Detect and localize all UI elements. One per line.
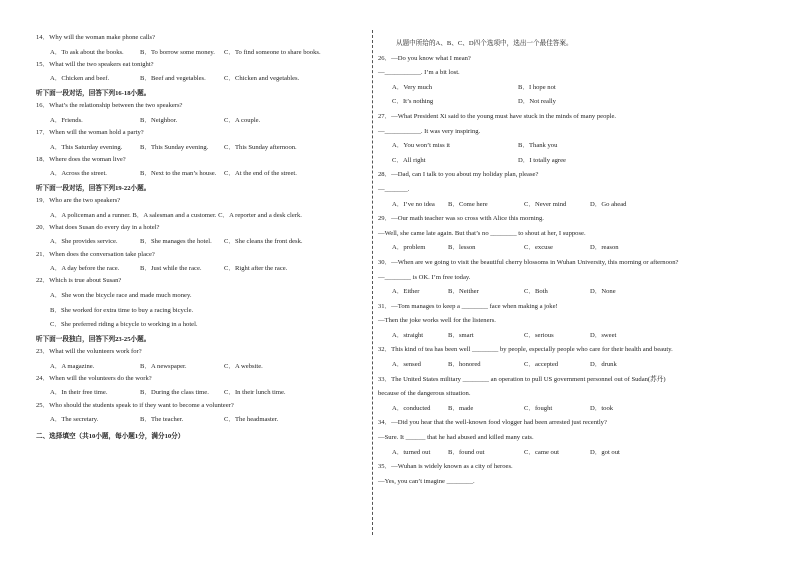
section-heading-23-25: 听下面一段独白，回答下列23-25小题。 — [36, 335, 151, 343]
question-33-cont: because of the dangerous situation. — [378, 390, 471, 398]
option-a: A．The secretary. — [50, 416, 99, 424]
option-c: C．She cleans the front desk. — [224, 238, 303, 246]
options-27-ab — [378, 142, 768, 150]
option-a: A．Either — [392, 288, 420, 296]
options-26-ab — [378, 84, 768, 92]
option-c: C．A couple. — [224, 116, 261, 124]
option-a: A．conducted — [392, 404, 431, 412]
options-26-cd — [378, 98, 768, 106]
question-17: 17．When will the woman hold a party? — [36, 128, 144, 136]
question-22: 22．Which is true about Susan? — [36, 277, 122, 285]
option-a: A．In their free time. — [50, 389, 108, 397]
option-b: B．Thank you — [518, 142, 558, 150]
options-27-cd — [378, 157, 768, 165]
options-20 — [36, 238, 366, 246]
option-b: B．smart — [448, 331, 474, 339]
question-28: 28．—Dad, can I talk to you about my holiday plan, please? — [378, 171, 539, 179]
option-d: D．got out — [590, 448, 620, 456]
option-b: B．Neighbor. — [140, 116, 178, 124]
option-b: B．A newspaper. — [140, 362, 187, 370]
question-35-response: —Yes, you can’t imagine ________. — [378, 477, 475, 485]
question-27: 27．—What President Xi said to the young must have stuck in the minds of many people. — [378, 112, 617, 120]
option-a: A．Very much — [392, 83, 433, 91]
option-c: C．At the end of the street. — [224, 170, 297, 178]
question-28-response: —_______. — [378, 185, 410, 193]
options-19 — [36, 212, 366, 220]
option-22a — [36, 292, 366, 300]
option-c: C．Right after the race. — [224, 265, 288, 273]
option-22c — [36, 321, 366, 329]
options-33 — [378, 405, 768, 413]
option-a: A．Friends. — [50, 116, 83, 124]
option-a: A．sensed — [392, 361, 421, 369]
question-34: 34．—Did you hear that the well-known food vlogger had been arrested just recently? — [378, 419, 607, 427]
option-d: D．I totally agree — [518, 156, 566, 164]
section-heading-16-18: 听下面一段对话，回答下列16-18小题。 — [36, 89, 151, 97]
option-d: D．None — [590, 288, 616, 296]
option-a: A．I’ve no idea — [392, 200, 435, 208]
option-c: C．serious — [524, 331, 554, 339]
option-d: D．drunk — [590, 361, 617, 369]
option-c: C．All right — [392, 156, 426, 164]
option-a: A．Chicken and beef. — [50, 75, 110, 83]
question-15: 15．What will the two speakers eat tonight? — [36, 60, 154, 68]
question-24: 24．When will the volunteers do the work? — [36, 374, 152, 382]
option-a: A．She provides service. — [50, 238, 118, 246]
question-31: 31．—Tom manages to keep a ________ face when making a joke! — [378, 302, 558, 310]
option-b: B．I hope not — [518, 83, 556, 91]
options-31 — [378, 332, 768, 340]
part-two-heading: 二、选择填空（共10小题，每小题1分，满分10分） — [36, 432, 185, 440]
options-16 — [36, 117, 366, 125]
question-26-response: —___________. I’m a bit lost. — [378, 69, 460, 77]
option-b: B．This Sunday evening. — [140, 143, 209, 151]
option-a: A．problem — [392, 244, 426, 252]
question-14: 14．Why will the woman make phone calls? — [36, 34, 156, 41]
option-a: A．A magazine. — [50, 362, 95, 370]
option-22b — [36, 307, 366, 315]
options-28 — [378, 201, 768, 209]
option-d: D．reason — [590, 244, 619, 252]
column-divider — [372, 30, 373, 535]
question-25: 25．Who should the students speak to if they want to become a volunteer? — [36, 401, 234, 409]
options-14 — [36, 49, 366, 57]
question-26: 26．—Do you know what I mean? — [378, 54, 471, 62]
option-a: A．straight — [392, 331, 424, 339]
option-a: A．turned out — [392, 448, 431, 456]
options-18 — [36, 170, 366, 178]
question-33: 33．The United States military ________ an operation to pull US government personnel out of Sudan(苏丹) — [378, 375, 666, 383]
options-23 — [36, 363, 366, 371]
option-b: B．found out — [448, 448, 485, 456]
options-34 — [378, 449, 768, 457]
left-column — [36, 34, 366, 440]
question-21: 21．When does the conversation take place? — [36, 250, 155, 258]
options-32 — [378, 361, 768, 369]
option-c: C．excuse — [524, 244, 553, 252]
option-c: C．This Sunday afternoon. — [224, 143, 297, 151]
option-c: C．She preferred riding a bicycle to working in a hotel. — [50, 321, 198, 329]
option-b: B．lesson — [448, 244, 476, 252]
question-30: 30．—When are we going to visit the beautiful cherry blossoms in Wuhan University, this morning or afternoon? — [378, 258, 679, 266]
options-15 — [36, 75, 366, 83]
option-b: B．The teacher. — [140, 416, 184, 424]
option-c: C．Never mind — [524, 200, 567, 208]
option-c: C．It’s nothing — [392, 98, 434, 106]
question-27-response: —___________. It was very inspiring. — [378, 127, 481, 135]
question-30-response: —________ is OK. I’m free today. — [378, 273, 471, 281]
right-column — [378, 40, 768, 485]
options-29 — [378, 244, 768, 252]
option-b: B．made — [448, 404, 474, 412]
question-31-response: —Then the joke works well for the listeners. — [378, 317, 496, 325]
question-29: 29．—Our math teacher was so cross with Alice this morning. — [378, 215, 544, 223]
option-c: C．A website. — [224, 362, 263, 370]
option-a: A．She won the bicycle race and made much money. — [50, 292, 192, 300]
option-c: C．came out — [524, 448, 559, 456]
question-35: 35．—Wuhan is widely known as a city of heroes. — [378, 463, 513, 471]
option-a: A．To ask about the books. — [50, 48, 124, 56]
option-c: C．The headmaster. — [224, 416, 279, 424]
option-c: C．Both — [524, 288, 548, 296]
option-c: C．accepted — [524, 361, 559, 369]
question-23: 23．What will the volunteers work for? — [36, 348, 142, 355]
option-b: B．To borrow some money. — [140, 48, 215, 56]
option-a: A．Across the street. — [50, 170, 107, 178]
question-18: 18．Where does the woman live? — [36, 155, 126, 163]
section-heading-19-22: 听下面一段对话，回答下列19-22小题。 — [36, 184, 151, 192]
option-d: D．Not really — [518, 98, 556, 106]
option-b: B．Neither — [448, 288, 479, 296]
options-25 — [36, 416, 366, 424]
option-a: A．You won’t miss it — [392, 142, 451, 150]
option-b: B．Next to the man’s house. — [140, 170, 217, 178]
option-b: B．Come here — [448, 200, 488, 208]
option-c: C．To find someone to share books. — [224, 48, 321, 56]
question-29-response: —Well, she came late again. But that’s no ________ to shout at her, I suppose. — [378, 229, 586, 237]
option-d: D．Go ahead — [590, 200, 627, 208]
option-b: B．During the class time. — [140, 389, 209, 397]
question-34-response: —Sure. It ______ that he had abused and killed many cats. — [378, 434, 534, 442]
option-c: C．In their lunch time. — [224, 389, 286, 397]
question-20: 20．What does Susan do every day in a hotel? — [36, 223, 160, 231]
option-b: B．honored — [448, 361, 481, 369]
options-17 — [36, 144, 366, 152]
options-24 — [36, 389, 366, 397]
instructions: 从题中所给的A、B、C、D四个选项中，选出一个最佳答案。 — [396, 40, 573, 47]
option-c: C．fought — [524, 404, 553, 412]
options-21 — [36, 265, 366, 273]
option-c: C．Chicken and vegetables. — [224, 75, 300, 83]
option-d: D．took — [590, 404, 614, 412]
option-b: B．Beef and vegetables. — [140, 75, 206, 83]
option-b: B．She worked for extra time to buy a racing bicycle. — [50, 306, 194, 314]
question-16: 16．What’s the relationship between the two speakers? — [36, 102, 183, 110]
option-d: D．sweet — [590, 331, 617, 339]
options-inline: A．A policeman and a runner. B．A salesman and a customer. C．A reporter and a desk clerk. — [50, 211, 302, 219]
question-32: 32．This kind of tea has been well ________ by people, especially people who care for their health and beauty. — [378, 346, 673, 354]
options-30 — [378, 288, 768, 296]
question-19: 19．Who are the two speakers? — [36, 197, 121, 205]
option-a: A．A day before the race. — [50, 265, 120, 273]
option-b: B．She manages the hotel. — [140, 238, 212, 246]
option-b: B．Just while the race. — [140, 265, 202, 273]
option-a: A．This Saturday evening. — [50, 143, 123, 151]
